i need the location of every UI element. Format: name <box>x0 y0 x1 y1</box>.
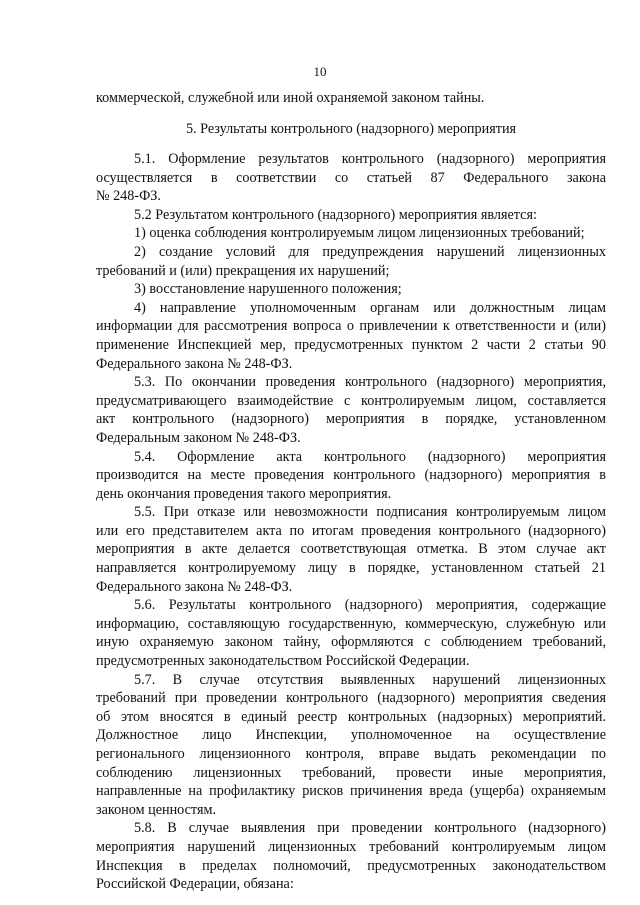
text-line: № 248-ФЗ. <box>96 188 161 205</box>
text-line: акт контрольного (надзорного) мероприятия в порядке, установленном <box>96 411 606 428</box>
paragraph <box>96 596 606 670</box>
text-line: 4) направление уполномоченным органам или должностным лицам <box>134 299 606 316</box>
text-line: требований и (или) прекращения их нарушений; <box>96 262 390 279</box>
text-line: Должностное лицо Инспекции, уполномоченное на осуществление <box>96 727 606 744</box>
paragraph <box>96 224 606 243</box>
text-line: требований при проведении контрольного (надзорного) мероприятия сведения <box>96 690 606 707</box>
top-line-block <box>96 89 606 108</box>
paragraph <box>96 503 606 596</box>
paragraph <box>96 280 606 299</box>
paragraph <box>96 373 606 447</box>
text-line: применение Инспекцией мер, предусмотренных пунктом 2 части 2 статьи 90 <box>96 336 606 353</box>
page-number: 10 <box>313 64 327 79</box>
text-line: 5.5. При отказе или невозможности подписания контролируемым лицом <box>134 504 606 521</box>
text-line: или его представителем акта по итогам проведения контрольного (надзорного) <box>96 522 606 539</box>
text-line: предусматривающего взаимодействие с контролируемым лицом, составляется <box>96 392 606 409</box>
text-line: 5.7. В случае отсутствия выявленных нарушений лицензионных <box>134 671 606 688</box>
paragraph <box>96 150 606 206</box>
text-line: соблюдению лицензионных требований, провести иные мероприятия, <box>96 764 606 781</box>
text-line: 3) восстановление нарушенного положения; <box>134 281 402 298</box>
text-line: регионального лицензионного контроля, вправе выдать рекомендации по <box>96 746 606 762</box>
text-line: осуществляется в соответствии со статьей 87 Федерального закона <box>96 169 606 186</box>
paragraph <box>96 299 606 373</box>
text-line: Инспекция в пределах полномочий, предусмотренных законодательством <box>96 857 606 874</box>
paragraph <box>96 448 606 504</box>
text-line: об этом вносятся в единый реестр контрольных (надзорных) мероприятий. <box>96 708 606 725</box>
text-line: Федеральным законом № 248-ФЗ. <box>96 429 301 446</box>
text-line: день окончания проведения такого мероприятия. <box>96 485 392 502</box>
text-line: предусмотренных законодательством Российской Федерации. <box>96 653 470 670</box>
text-line: 2) создание условий для предупреждения нарушений лицензионных <box>134 243 606 260</box>
paragraph <box>96 243 606 280</box>
text-line: мероприятия в акте делается соответствующая отметка. В этом случае акт <box>96 541 606 558</box>
text-line: 5.6. Результаты контрольного (надзорного) мероприятия, содержащие <box>134 597 606 614</box>
text-line: 5.4. Оформление акта контрольного (надзорного) мероприятия <box>134 448 606 465</box>
text-line: информацию, составляющую государственную, коммерческую, служебную или <box>96 615 606 632</box>
section-body <box>96 150 606 894</box>
text-line: Федерального закона № 248-ФЗ. <box>96 355 293 372</box>
text-line: информации для рассмотрения вопроса о привлечении к ответственности и (или) <box>96 318 606 335</box>
text-line: Российской Федерации, обязана: <box>96 876 294 893</box>
paragraph <box>96 819 606 893</box>
text-line: коммерческой, служебной или иной охраняемой законом тайны. <box>96 90 485 106</box>
text-line: иную охраняемую законом тайну, оформляются с соблюдением требований, <box>96 634 606 651</box>
section-heading: 5. Результаты контрольного (надзорного) мероприятия <box>185 121 517 137</box>
text-line: законом ценностям. <box>96 801 216 818</box>
text-line: 1) оценка соблюдения контролируемым лицом лицензионных требований; <box>134 225 585 242</box>
paragraph <box>96 206 606 225</box>
text-line: производится на месте проведения контрольного (надзорного) мероприятия в <box>96 467 606 484</box>
paragraph <box>96 671 606 820</box>
text-line: направляется контролируемому лицу в порядке, установленном статьей 21 <box>96 560 606 577</box>
text-line: 5.8. В случае выявления при проведении контрольного (надзорного) <box>134 820 606 837</box>
text-line: направленные на профилактику рисков причинения вреда (ущерба) охраняемым <box>96 783 606 800</box>
text-line: 5.2 Результатом контрольного (надзорного) мероприятия является: <box>134 206 537 223</box>
text-line: 5.1. Оформление результатов контрольного (надзорного) мероприятия <box>134 151 606 167</box>
text-line: мероприятия нарушений лицензионных требований контролируемым лицом <box>96 838 606 855</box>
text-line: 5.3. По окончании проведения контрольного (надзорного) мероприятия, <box>134 374 606 391</box>
text-line: Федерального закона № 248-ФЗ. <box>96 578 293 595</box>
